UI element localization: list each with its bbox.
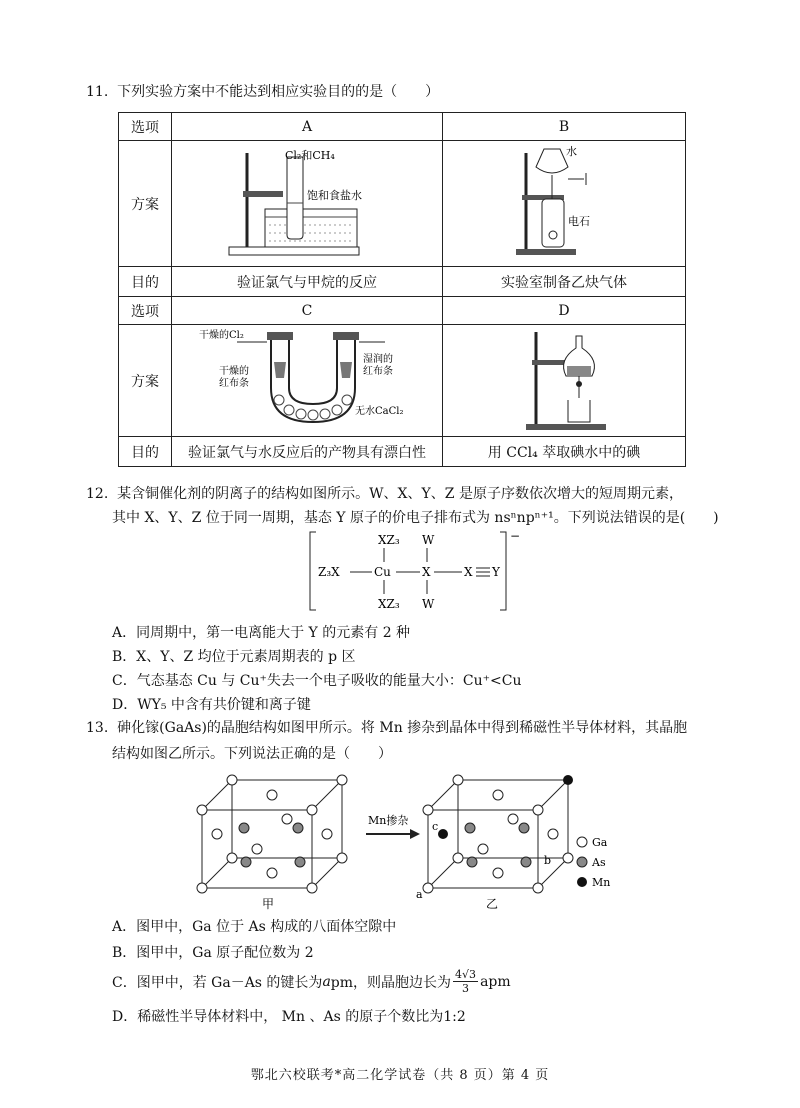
label-brine: 饱和食盐水 (307, 188, 362, 202)
caption-yi: 乙 (486, 897, 499, 910)
q13-option-d: D．稀磁性半导体材料中， Mn 、As 的原子个数比为1:2 (112, 1009, 466, 1025)
anion-structure (300, 530, 520, 614)
separatory-funnel-icon (464, 326, 664, 432)
legend (577, 836, 610, 889)
u-tube-apparatus-icon (197, 326, 417, 432)
purpose-d: 用 CCl₄ 萃取碘水中的碘 (443, 437, 686, 467)
apparatus-c (172, 325, 443, 437)
plan-label-2: 方案 (119, 325, 172, 437)
apparatus-a (172, 141, 443, 267)
apparatus-b (443, 141, 686, 267)
label-calcium-carbide: 电石 (568, 214, 590, 228)
q12-option-a: A．同周期中，第一电离能大于 Y 的元素有 2 种 (112, 625, 411, 641)
purpose-c: 验证氯气与水反应后的产物具有漂白性 (172, 437, 443, 467)
q13-option-a: A．图甲中，Ga 位于 As 构成的八面体空隙中 (112, 919, 397, 935)
bottom-xz3: XZ₃ (378, 597, 400, 611)
label-water: 水 (566, 144, 577, 158)
label-dry-cl2: 干燥的Cl₂ (199, 329, 244, 341)
option-letter-d: D (443, 297, 686, 325)
charge: − (510, 530, 520, 543)
purpose-b: 实验室制备乙炔气体 (443, 267, 686, 297)
legend-mn: Mn (592, 876, 611, 889)
q12-option-b: B．X、Y、Z 均位于元素周期表的 p 区 (112, 649, 356, 665)
purpose-label-2: 目的 (119, 437, 172, 467)
q13-stem-line2: 结构如图乙所示。下列说法正确的是（ ） (112, 746, 392, 762)
y-atom: Y (492, 565, 500, 579)
q13-stem-line1: 13. 砷化镓(GaAs)的晶胞结构如图甲所示。将 Mn 掺杂到晶体中得到稀磁性半导体材料，其晶胞 (86, 720, 688, 736)
legend-ga: Ga (592, 836, 608, 849)
label-wet: 湿润的 (363, 353, 393, 365)
q11-table (118, 112, 686, 467)
q12-option-d: D．WY₅ 中含有共价键和离子键 (112, 697, 311, 713)
fraction: 4√3 3 (455, 968, 477, 995)
option-letter-b: B (443, 113, 686, 141)
left-z3x: Z₃X (318, 565, 340, 579)
purpose-a: 验证氯气与甲烷的反应 (172, 267, 443, 297)
crystal-cells (190, 770, 640, 910)
q12-stem-line1: 12. 某含铜催化剂的阴离子的结构如图所示。W、X、Y、Z 是原子序数依次增大的短周期元素， (86, 486, 683, 502)
point-c: c (432, 820, 439, 833)
label-red-cloth-2: 红布条 (363, 365, 393, 377)
x-atom-2: X (464, 565, 473, 579)
purpose-label: 目的 (119, 267, 172, 297)
arrow-label: Mn掺杂 (368, 814, 409, 827)
q12-stem-line2: 其中 X、Y、Z 位于同一周期，基态 Y 原子的价电子排布式为 nsⁿnpⁿ⁺¹。下列说法错误的是( ) (112, 510, 719, 526)
label-cacl2: 无水CaCl₂ (355, 405, 404, 417)
header-label: 选项 (119, 113, 172, 141)
chlorination-apparatus-icon (207, 143, 407, 261)
top-xz3: XZ₃ (378, 533, 400, 547)
x-atom: X (422, 565, 431, 579)
label-red-cloth-1: 红布条 (219, 377, 249, 389)
q12-option-c: C．气态基态 Cu 与 Cu⁺失去一个电子吸收的能量大小：Cu⁺<Cu (112, 673, 522, 689)
point-b: b (544, 854, 552, 867)
apparatus-d (443, 325, 686, 437)
label-dry-1: 干燥的 (219, 365, 249, 377)
cu-atom: Cu (374, 565, 391, 579)
bottom-w: W (422, 597, 435, 611)
page-footer: 鄂北六校联考*高二化学试卷（共 8 页）第 4 页 (250, 1068, 550, 1083)
point-a: a (416, 888, 423, 901)
q11-stem: 11. 下列实验方案中不能达到相应实验目的的是（ ） (86, 84, 440, 100)
q13-option-b: B．图甲中，Ga 原子配位数为 2 (112, 945, 314, 961)
header-label-2: 选项 (119, 297, 172, 325)
label-cl2-ch4: Cl₂和CH₄ (285, 148, 335, 162)
legend-as: As (592, 856, 606, 869)
caption-jia: 甲 (262, 897, 275, 910)
option-letter-a: A (172, 113, 443, 141)
option-letter-c: C (172, 297, 443, 325)
top-w: W (422, 533, 435, 547)
acetylene-apparatus-icon (464, 143, 664, 261)
plan-label: 方案 (119, 141, 172, 267)
q13-option-c: C．图甲中，若 Ga－As 的键长为 a pm，则晶胞边长为 4√3 3 apm (112, 968, 511, 995)
